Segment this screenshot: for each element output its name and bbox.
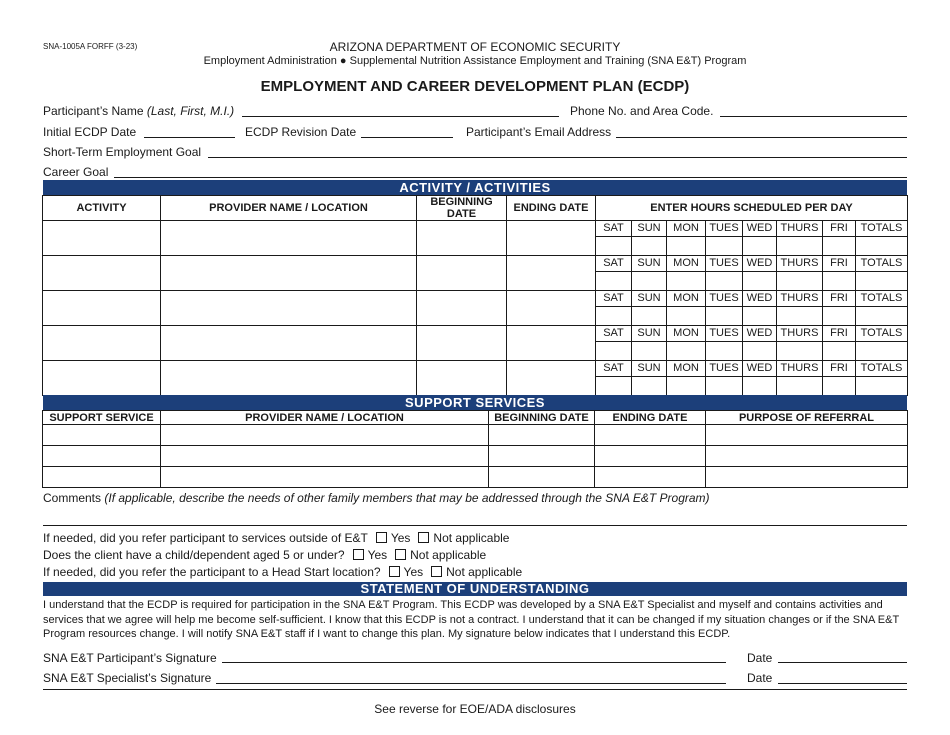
day-label: FRI (823, 361, 856, 377)
provider-cell[interactable] (161, 256, 417, 291)
hours-input-cell[interactable] (823, 307, 856, 326)
hours-input-cell[interactable] (777, 237, 823, 256)
day-label: THURS (777, 361, 823, 377)
table-row (43, 326, 908, 342)
beginning-date-cell[interactable] (417, 361, 507, 396)
beginning-date-cell[interactable] (417, 256, 507, 291)
day-label: SAT (596, 326, 632, 342)
day-label: SUN (632, 221, 667, 237)
hours-input-cell[interactable] (667, 307, 706, 326)
email-field[interactable] (616, 137, 907, 138)
day-label: FRI (823, 326, 856, 342)
col-support-purpose: PURPOSE OF REFERRAL (706, 411, 908, 425)
question-outside-referral: If needed, did you refer participant to services outside of E&T Yes Not applicable (43, 531, 510, 545)
day-label: THURS (777, 221, 823, 237)
activity-cell[interactable] (43, 291, 161, 326)
day-label: SAT (596, 221, 632, 237)
participant-name-hint: (Last, First, M.I.) (146, 104, 235, 118)
hours-input-cell[interactable] (856, 272, 908, 291)
initial-date-label: Initial ECDP Date (43, 125, 137, 139)
hours-input-cell[interactable] (823, 342, 856, 361)
program-subtitle: Employment Administration ● Supplemental Nutrition Assistance Employment and Training (SNA E&T) Program (203, 55, 747, 67)
hours-input-cell[interactable] (823, 272, 856, 291)
child-dependent-yes-checkbox[interactable] (353, 549, 364, 560)
activity-rows (43, 221, 908, 396)
support-provider-cell[interactable] (161, 425, 489, 446)
hours-input-cell[interactable] (823, 377, 856, 396)
support-purpose-cell[interactable] (706, 446, 908, 467)
hours-input-cell[interactable] (706, 342, 743, 361)
ending-date-cell[interactable] (507, 361, 596, 396)
hours-input-cell[interactable] (596, 237, 632, 256)
day-label: TOTALS (856, 361, 908, 377)
hours-input-cell[interactable] (596, 272, 632, 291)
support-purpose-cell[interactable] (706, 425, 908, 446)
day-label: MON (667, 361, 706, 377)
hours-input-cell[interactable] (596, 342, 632, 361)
bottom-rule (43, 689, 907, 690)
support-beginning-cell[interactable] (489, 446, 595, 467)
agency-name: ARIZONA DEPARTMENT OF ECONOMIC SECURITY (329, 40, 621, 54)
activity-cell[interactable] (43, 326, 161, 361)
hours-input-cell[interactable] (632, 237, 667, 256)
day-label: WED (743, 326, 777, 342)
support-ending-cell[interactable] (595, 446, 706, 467)
short-term-goal-field[interactable] (208, 157, 907, 158)
col-support-provider: PROVIDER NAME / LOCATION (161, 411, 489, 425)
beginning-date-cell[interactable] (417, 221, 507, 256)
comments-label: Comments (If applicable, describe the needs of other family members that may be addressed through the SNA E&T Program) (43, 491, 710, 505)
hours-input-cell[interactable] (596, 377, 632, 396)
question-child-dependent: Does the client have a child/dependent aged 5 or under? Yes Not applicable (43, 548, 487, 562)
day-label: TOTALS (856, 326, 908, 342)
day-label: WED (743, 221, 777, 237)
day-label: SUN (632, 256, 667, 272)
support-ending-cell[interactable] (595, 425, 706, 446)
hours-input-cell[interactable] (823, 237, 856, 256)
day-label: SUN (632, 361, 667, 377)
specialist-signature-label: SNA E&T Specialist’s Signature (43, 671, 212, 685)
hours-input-cell[interactable] (632, 377, 667, 396)
table-row (43, 291, 908, 307)
comments-field[interactable] (43, 525, 907, 526)
hours-input-cell[interactable] (632, 342, 667, 361)
day-label: TUES (706, 221, 743, 237)
day-label: TUES (706, 291, 743, 307)
hours-input-cell[interactable] (777, 377, 823, 396)
hours-input-cell[interactable] (632, 307, 667, 326)
hours-input-cell[interactable] (667, 342, 706, 361)
table-row (43, 361, 908, 377)
day-label: TOTALS (856, 221, 908, 237)
support-beginning-cell[interactable] (489, 467, 595, 488)
day-label: SAT (596, 256, 632, 272)
day-label: SAT (596, 361, 632, 377)
participant-signature-label: SNA E&T Participant’s Signature (43, 651, 217, 665)
revision-date-field[interactable] (361, 137, 453, 138)
support-beginning-cell[interactable] (489, 425, 595, 446)
day-label: SUN (632, 291, 667, 307)
activity-cell[interactable] (43, 256, 161, 291)
hours-input-cell[interactable] (856, 237, 908, 256)
comments-hint: (If applicable, describe the needs of other family members that may be addressed through the SNA E&T Program) (104, 491, 710, 505)
statement-banner: STATEMENT OF UNDERSTANDING (43, 582, 907, 596)
day-label: TOTALS (856, 256, 908, 272)
provider-cell[interactable] (161, 221, 417, 256)
support-service-cell[interactable] (43, 467, 161, 488)
hours-input-cell[interactable] (743, 342, 777, 361)
participant-signature-field[interactable] (222, 662, 726, 663)
support-service-cell[interactable] (43, 425, 161, 446)
provider-cell[interactable] (161, 361, 417, 396)
provider-cell[interactable] (161, 326, 417, 361)
col-hours-per-day: ENTER HOURS SCHEDULED PER DAY (596, 196, 908, 221)
beginning-date-cell[interactable] (417, 291, 507, 326)
support-purpose-cell[interactable] (706, 467, 908, 488)
ending-date-cell[interactable] (507, 291, 596, 326)
table-row (43, 446, 908, 467)
day-label: FRI (823, 221, 856, 237)
revision-date-label: ECDP Revision Date (245, 125, 357, 139)
ending-date-cell[interactable] (507, 256, 596, 291)
day-label: TUES (706, 256, 743, 272)
hours-input-cell[interactable] (743, 307, 777, 326)
activities-banner: ACTIVITY / ACTIVITIES (43, 180, 907, 195)
support-service-cell[interactable] (43, 446, 161, 467)
hours-input-cell[interactable] (706, 272, 743, 291)
day-label: FRI (823, 291, 856, 307)
support-table (42, 410, 908, 488)
col-support-beginning: BEGINNING DATE (489, 411, 595, 425)
hours-input-cell[interactable] (667, 272, 706, 291)
hours-input-cell[interactable] (856, 342, 908, 361)
day-label: SUN (632, 326, 667, 342)
child-dependent-na-checkbox[interactable] (395, 549, 406, 560)
short-term-goal-label: Short-Term Employment Goal (43, 145, 202, 159)
day-label: WED (743, 361, 777, 377)
hours-input-cell[interactable] (743, 377, 777, 396)
page-title: EMPLOYMENT AND CAREER DEVELOPMENT PLAN (ECDP) (260, 78, 690, 95)
outside-referral-na-checkbox[interactable] (418, 532, 429, 543)
question-head-start: If needed, did you refer the participant to a Head Start location? Yes Not applicable (43, 565, 523, 579)
support-ending-cell[interactable] (595, 467, 706, 488)
table-row (43, 256, 908, 272)
activities-table (42, 195, 908, 396)
outside-referral-yes-checkbox[interactable] (376, 532, 387, 543)
day-label: WED (743, 256, 777, 272)
hours-input-cell[interactable] (777, 342, 823, 361)
hours-input-cell[interactable] (743, 237, 777, 256)
hours-input-cell[interactable] (856, 307, 908, 326)
hours-input-cell[interactable] (596, 307, 632, 326)
day-label: MON (667, 326, 706, 342)
hours-input-cell[interactable] (706, 377, 743, 396)
provider-cell[interactable] (161, 291, 417, 326)
support-provider-cell[interactable] (161, 467, 489, 488)
col-beginning-date: BEGINNING DATE (417, 196, 507, 221)
hours-input-cell[interactable] (706, 307, 743, 326)
hours-input-cell[interactable] (667, 237, 706, 256)
initial-date-field[interactable] (144, 137, 235, 138)
hours-input-cell[interactable] (777, 307, 823, 326)
col-support-ending: ENDING DATE (595, 411, 706, 425)
hours-input-cell[interactable] (777, 272, 823, 291)
support-rows (43, 425, 908, 488)
table-row (43, 425, 908, 446)
statement-text: I understand that the ECDP is required for participation in the SNA E&T Program. This ECDP was developed by a SNA E&T Specialist and myself and contains activities and services that we agree will help me become self-sufficient. I know that this ECDP is not a contract. I understand that it can be changed if my situation changes or if the SNA E&T Program resources change. I will notify SNA E&T staff if I want to change this plan. My signature below indicates that I understand this ECDP. (43, 599, 899, 640)
activity-cell[interactable] (43, 361, 161, 396)
day-label: MON (667, 256, 706, 272)
participant-date-label: Date (747, 651, 773, 665)
ending-date-cell[interactable] (507, 221, 596, 256)
support-provider-cell[interactable] (161, 446, 489, 467)
phone-label: Phone No. and Area Code. (570, 104, 714, 118)
day-label: SAT (596, 291, 632, 307)
day-label: MON (667, 221, 706, 237)
day-label: FRI (823, 256, 856, 272)
col-ending-date: ENDING DATE (507, 196, 596, 221)
table-row (43, 221, 908, 237)
col-activity: ACTIVITY (43, 196, 161, 221)
head-start-na-checkbox[interactable] (431, 566, 442, 577)
table-row (43, 467, 908, 488)
day-label: THURS (777, 326, 823, 342)
day-label: TUES (706, 361, 743, 377)
hours-input-cell[interactable] (856, 377, 908, 396)
career-goal-field[interactable] (114, 177, 907, 178)
specialist-signature-field[interactable] (216, 683, 726, 684)
hours-input-cell[interactable] (667, 377, 706, 396)
hours-input-cell[interactable] (632, 272, 667, 291)
day-label: THURS (777, 291, 823, 307)
participant-name-field[interactable] (242, 116, 559, 117)
day-label: THURS (777, 256, 823, 272)
day-label: MON (667, 291, 706, 307)
col-support-service: SUPPORT SERVICE (43, 411, 161, 425)
phone-field[interactable] (720, 116, 907, 117)
participant-date-field[interactable] (778, 662, 907, 663)
email-label: Participant’s Email Address (466, 125, 612, 139)
ending-date-cell[interactable] (507, 326, 596, 361)
form-number: SNA-1005A FORFF (3-23) (43, 42, 138, 51)
specialist-date-field[interactable] (778, 683, 907, 684)
activity-cell[interactable] (43, 221, 161, 256)
participant-name-label: Participant’s Name (Last, First, M.I.) (43, 104, 235, 118)
day-label: TUES (706, 326, 743, 342)
hours-input-cell[interactable] (706, 237, 743, 256)
support-banner: SUPPORT SERVICES (43, 395, 907, 410)
specialist-date-label: Date (747, 671, 773, 685)
day-label: WED (743, 291, 777, 307)
beginning-date-cell[interactable] (417, 326, 507, 361)
head-start-yes-checkbox[interactable] (389, 566, 400, 577)
day-label: TOTALS (856, 291, 908, 307)
hours-input-cell[interactable] (743, 272, 777, 291)
footer-note: See reverse for EOE/ADA disclosures (374, 702, 576, 716)
career-goal-label: Career Goal (43, 165, 109, 179)
col-provider: PROVIDER NAME / LOCATION (161, 196, 417, 221)
